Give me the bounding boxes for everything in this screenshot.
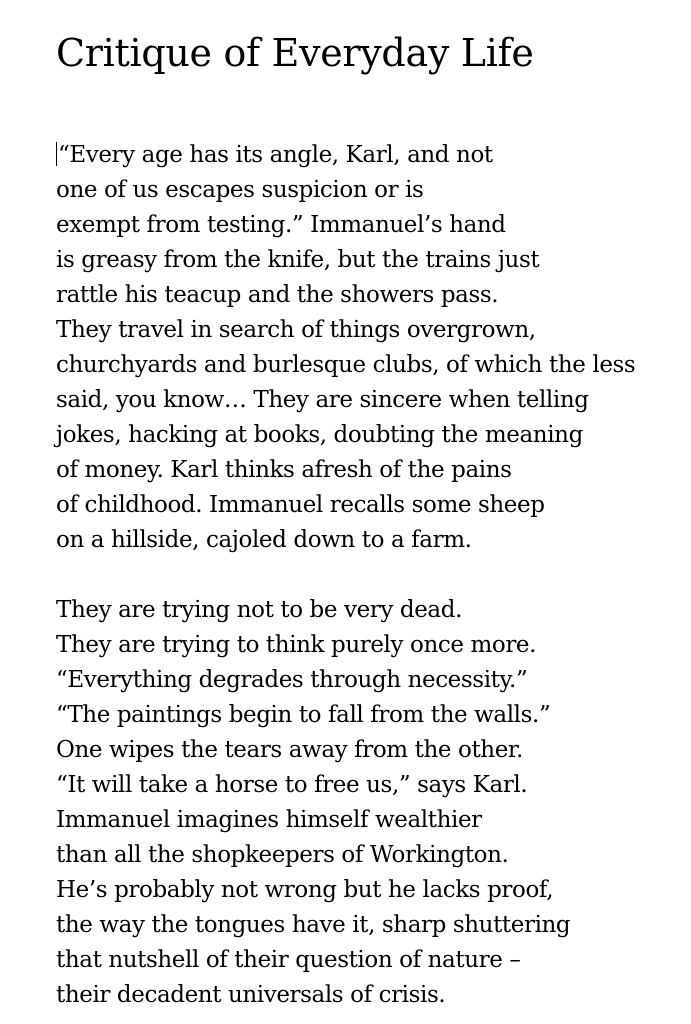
poem-line: “The paintings begin to fall from the walls.” (56, 702, 551, 728)
poem-body[interactable] (56, 138, 686, 1013)
poem-line: They are trying to think purely once more. (56, 632, 537, 658)
document-title: Critique of Everyday Life (56, 31, 534, 75)
poem-line: jokes, hacking at books, doubting the meaning (56, 422, 583, 448)
poem-line: on a hillside, cajoled down to a farm. (56, 527, 472, 553)
poem-line: rattle his teacup and the showers pass. (56, 282, 499, 308)
poem-line: exempt from testing.” Immanuel’s hand (56, 212, 506, 238)
poem-line: He’s probably not wrong but he lacks proof, (56, 877, 554, 903)
poem-line: They travel in search of things overgrown, (56, 317, 536, 343)
poem-line: “Everything degrades through necessity.” (56, 667, 528, 693)
poem-line: that nutshell of their question of nature – (56, 947, 521, 973)
poem-line: churchyards and burlesque clubs, of which the less (56, 352, 636, 378)
poem-line: one of us escapes suspicion or is (56, 177, 424, 203)
poem-line: of childhood. Immanuel recalls some sheep (56, 492, 545, 518)
poem-line: their decadent universals of crisis. (56, 982, 446, 1008)
poem-line: the way the tongues have it, sharp shuttering (56, 912, 571, 938)
poem-line: said, you know… They are sincere when telling (56, 387, 589, 413)
stanza-2 (56, 593, 686, 1013)
poem-line: is greasy from the knife, but the trains just (56, 247, 540, 273)
stanza-1 (56, 138, 686, 558)
poem-line: They are trying not to be very dead. (56, 597, 462, 623)
text-cursor (56, 142, 57, 166)
poem-line: “Every age has its angle, Karl, and not (58, 142, 493, 168)
poem-line: than all the shopkeepers of Workington. (56, 842, 509, 868)
poem-line: of money. Karl thinks afresh of the pains (56, 457, 512, 483)
poem-line: Immanuel imagines himself wealthier (56, 807, 482, 833)
poem-line: One wipes the tears away from the other. (56, 737, 523, 763)
poem-line: “It will take a horse to free us,” says Karl. (56, 772, 528, 798)
